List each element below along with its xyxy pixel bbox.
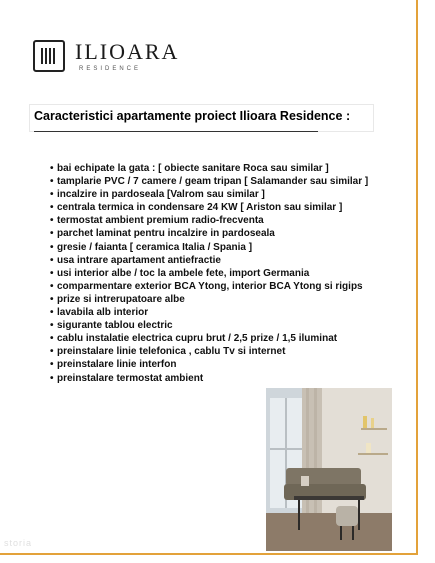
- spec-item: [50, 254, 368, 267]
- bullet-icon: •: [50, 333, 54, 345]
- building-logo-icon: [33, 40, 65, 72]
- spec-text: bai echipate la gata : [ obiecte sanitare Roca sau similar ]: [57, 163, 329, 174]
- spec-text: preinstalare termostat ambient: [57, 372, 204, 384]
- spec-item: [50, 372, 368, 385]
- page-title: Caracteristici apartamente proiect Ilioara Residence :: [34, 109, 351, 123]
- spec-item: [50, 319, 368, 332]
- spec-text: preinstalare linie interfon: [57, 359, 177, 371]
- spec-item: [50, 227, 368, 240]
- spec-list: [50, 162, 368, 385]
- spec-text: centrala termica in condensare 24 KW [ Ariston sau similar ]: [57, 202, 343, 214]
- spec-item: [50, 162, 368, 175]
- spec-text: prize si intrerupatoare albe: [57, 293, 185, 305]
- bullet-icon: •: [50, 267, 54, 279]
- bullet-icon: •: [50, 176, 54, 188]
- spec-text: incalzire in pardoseala [Valrom sau similar ]: [57, 189, 265, 201]
- bullet-icon: •: [50, 241, 54, 253]
- watermark: storia: [4, 538, 33, 548]
- spec-text: lavabila alb interior: [57, 307, 149, 319]
- spec-item: [50, 280, 368, 293]
- bullet-icon: •: [50, 293, 54, 305]
- spec-item: [50, 214, 368, 227]
- spec-text: parchet laminat pentru incalzire in pardoseala: [57, 228, 275, 240]
- spec-text: cablu instalatie electrica cupru brut / 2,5 prize / 1,5 iluminat: [57, 333, 338, 345]
- bullet-icon: •: [50, 307, 54, 319]
- spec-item: [50, 267, 368, 280]
- spec-item: [50, 358, 368, 371]
- brand-wordmark: [75, 38, 180, 72]
- brand-name: ILIOARA: [75, 38, 180, 64]
- bullet-icon: •: [50, 215, 54, 227]
- spec-text: gresie / faianta [ ceramica Italia / Spania ]: [57, 241, 253, 253]
- bullet-icon: •: [50, 280, 54, 292]
- bullet-icon: •: [50, 372, 54, 384]
- bullet-icon: •: [50, 254, 54, 266]
- bullet-icon: •: [50, 202, 54, 214]
- spec-item: [50, 332, 368, 345]
- spec-text: usi interior albe / toc la ambele fete, import Germania: [57, 267, 310, 279]
- spec-item: [50, 241, 368, 254]
- spec-item: [50, 201, 368, 214]
- bullet-icon: •: [50, 189, 54, 201]
- spec-text: preinstalare linie telefonica , cablu Tv si internet: [57, 346, 286, 358]
- bullet-icon: •: [50, 228, 54, 240]
- interior-photo: [266, 388, 392, 551]
- spec-item: [50, 306, 368, 319]
- bullet-icon: •: [50, 359, 54, 371]
- bullet-icon: •: [50, 346, 54, 358]
- brand-subtitle: RESIDENCE: [79, 65, 142, 72]
- spec-text: tamplarie PVC / 7 camere / geam tripan [ Salamander sau similar ]: [57, 176, 369, 188]
- spec-item: [50, 345, 368, 358]
- spec-item: [50, 293, 368, 306]
- bullet-icon: •: [50, 163, 54, 174]
- spec-item: [50, 188, 368, 201]
- spec-item: [50, 175, 368, 188]
- title-underline: [34, 131, 318, 132]
- spec-text: usa intrare apartament antiefractie: [57, 254, 221, 266]
- spec-text: termostat ambient premium radio-frecventa: [57, 215, 264, 227]
- bullet-icon: •: [50, 320, 54, 332]
- spec-text: sigurante tablou electric: [57, 320, 173, 332]
- spec-text: comparmentare exterior BCA Ytong, interior BCA Ytong si rigips: [57, 280, 363, 292]
- brand-logo: [33, 40, 179, 72]
